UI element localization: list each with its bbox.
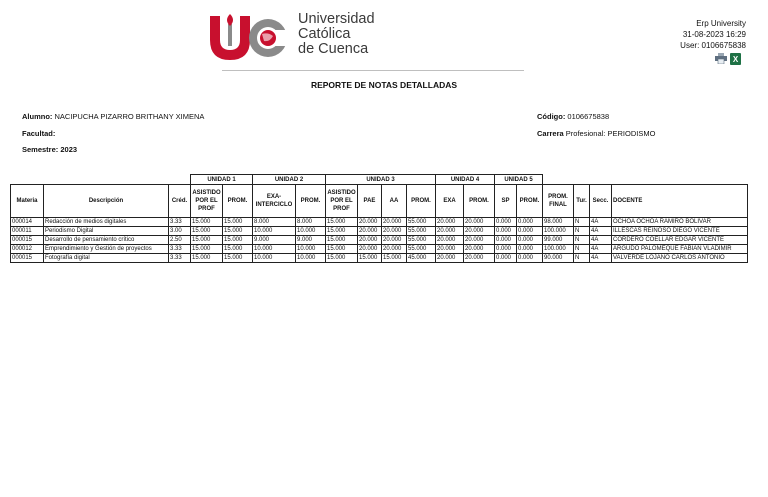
table-cell: 3.33: [169, 254, 191, 263]
col-u1-asistido: ASISTIDO POR EL PROF: [191, 185, 223, 218]
col-u3-prom: PROM.: [407, 185, 436, 218]
table-cell: 10.000: [296, 227, 326, 236]
table-cell: 45.000: [407, 254, 436, 263]
table-row: [11, 218, 748, 227]
table-cell: 15.000: [326, 254, 358, 263]
carrera-value: PERIODISMO: [607, 129, 656, 138]
table-cell: 15.000: [326, 227, 358, 236]
table-cell: 3.33: [169, 245, 191, 254]
table-cell: 0.000: [517, 245, 543, 254]
grades-body: [11, 218, 748, 263]
table-cell: 20.000: [358, 245, 382, 254]
table-cell: N: [574, 218, 590, 227]
table-cell: CORDERO COELLAR EDGAR VICENTE: [612, 236, 748, 245]
table-cell: 20.000: [464, 254, 495, 263]
semestre-value: 2023: [60, 145, 78, 154]
semestre-label: Semestre:: [22, 145, 59, 154]
table-cell: 10.000: [253, 254, 296, 263]
table-cell: 9.000: [296, 236, 326, 245]
table-cell: 55.000: [407, 218, 436, 227]
table-cell: OCHOA OCHOA RAMIRO BOLIVAR: [612, 218, 748, 227]
col-u3-pae: PAE: [358, 185, 382, 218]
unidad-4-header: UNIDAD 4: [436, 175, 495, 185]
col-u3-aa: AA: [382, 185, 407, 218]
table-cell: Redacción de medios digitales: [44, 218, 169, 227]
table-cell: 20.000: [464, 227, 495, 236]
col-u3-asistido: ASISTIDO POR EL PROF: [326, 185, 358, 218]
table-cell: 15.000: [191, 236, 223, 245]
table-cell: 15.000: [191, 245, 223, 254]
table-cell: 000011: [11, 227, 44, 236]
col-u5-sp: SP: [495, 185, 517, 218]
export-actions: [715, 53, 741, 65]
table-cell: 2.50: [169, 236, 191, 245]
table-cell: 20.000: [358, 218, 382, 227]
col-u5-prom: PROM.: [517, 185, 543, 218]
table-row: [11, 254, 748, 263]
table-cell: 4A: [590, 254, 612, 263]
table-cell: 10.000: [296, 254, 326, 263]
table-cell: 3.00: [169, 227, 191, 236]
table-cell: N: [574, 254, 590, 263]
table-cell: 8.000: [296, 218, 326, 227]
printer-icon[interactable]: [715, 53, 727, 64]
codigo-value: 0106675838: [567, 112, 610, 121]
col-u2-exa: EXA- INTERCICLO: [253, 185, 296, 218]
table-cell: 20.000: [382, 218, 407, 227]
table-cell: N: [574, 236, 590, 245]
report-user: User: 0106675838: [680, 41, 746, 50]
table-cell: 10.000: [253, 227, 296, 236]
table-cell: 4A: [590, 236, 612, 245]
col-descripcion: Descripción: [44, 185, 169, 218]
table-row: [11, 236, 748, 245]
table-cell: N: [574, 227, 590, 236]
excel-icon[interactable]: X: [730, 53, 741, 65]
table-cell: 0.000: [517, 236, 543, 245]
table-row: [11, 245, 748, 254]
logo-line-1: Universidad: [298, 11, 375, 27]
carrera-field: [537, 129, 655, 138]
blank-header: [11, 175, 191, 185]
report-meta: [680, 18, 746, 51]
col-u2-prom: PROM.: [296, 185, 326, 218]
table-cell: 20.000: [464, 245, 495, 254]
table-cell: ARGUDO PALOMEQUE FABIAN VLADIMIR: [612, 245, 748, 254]
codigo-field: [537, 112, 609, 121]
col-docente: DOCENTE: [612, 185, 748, 218]
table-cell: 100.000: [543, 245, 574, 254]
table-cell: 20.000: [436, 236, 464, 245]
table-cell: 000012: [11, 245, 44, 254]
table-cell: 98.000: [543, 218, 574, 227]
col-secc: Secc.: [590, 185, 612, 218]
table-cell: 15.000: [358, 254, 382, 263]
alumno-value: NACIPUCHA PIZARRO BRITHANY XIMENA: [54, 112, 205, 121]
system-name: Erp University: [696, 19, 746, 28]
table-cell: 0.000: [495, 236, 517, 245]
table-cell: 20.000: [358, 227, 382, 236]
blank-header-right: [543, 175, 748, 185]
table-cell: 3.33: [169, 218, 191, 227]
table-cell: 0.000: [517, 254, 543, 263]
unidad-1-header: UNIDAD 1: [191, 175, 253, 185]
table-cell: 000015: [11, 254, 44, 263]
unidad-5-header: UNIDAD 5: [495, 175, 543, 185]
table-cell: 15.000: [223, 218, 253, 227]
table-cell: 20.000: [464, 236, 495, 245]
table-cell: Periodismo Digital: [44, 227, 169, 236]
table-cell: 20.000: [382, 227, 407, 236]
table-cell: VALVERDE LOJANO CARLOS ANTONIO: [612, 254, 748, 263]
table-cell: 10.000: [253, 245, 296, 254]
report-datetime: 31-08-2023 16:29: [682, 30, 746, 39]
unidad-3-header: UNIDAD 3: [326, 175, 436, 185]
carrera-label: Carrera: [537, 129, 564, 138]
student-field: [22, 112, 204, 121]
table-cell: 4A: [590, 245, 612, 254]
col-materia: Materia: [11, 185, 44, 218]
table-cell: 20.000: [436, 254, 464, 263]
table-cell: 20.000: [436, 227, 464, 236]
table-cell: 90.000: [543, 254, 574, 263]
table-cell: 15.000: [382, 254, 407, 263]
table-cell: 000015: [11, 236, 44, 245]
table-cell: 15.000: [191, 227, 223, 236]
table-cell: 15.000: [191, 218, 223, 227]
unidad-2-header: UNIDAD 2: [253, 175, 326, 185]
col-u4-prom: PROM.: [464, 185, 495, 218]
table-cell: 15.000: [191, 254, 223, 263]
semestre-field: [22, 145, 77, 154]
table-cell: 15.000: [223, 254, 253, 263]
alumno-label: Alumno:: [22, 112, 53, 121]
table-cell: Fotografía digital: [44, 254, 169, 263]
table-cell: 20.000: [436, 245, 464, 254]
table-cell: N: [574, 245, 590, 254]
table-cell: 55.000: [407, 236, 436, 245]
university-name: [298, 12, 375, 57]
table-cell: 20.000: [436, 218, 464, 227]
table-cell: 15.000: [223, 227, 253, 236]
table-cell: 15.000: [223, 245, 253, 254]
col-tur: Tur.: [574, 185, 590, 218]
table-cell: 0.000: [495, 254, 517, 263]
table-cell: 20.000: [358, 236, 382, 245]
facultad-label: Facultad:: [22, 129, 56, 138]
table-cell: 55.000: [407, 245, 436, 254]
table-cell: 4A: [590, 227, 612, 236]
codigo-label: Código:: [537, 112, 566, 121]
table-row: [11, 227, 748, 236]
table-cell: 0.000: [517, 227, 543, 236]
table-cell: 0.000: [495, 218, 517, 227]
table-cell: 20.000: [382, 236, 407, 245]
table-cell: 0.000: [495, 227, 517, 236]
table-cell: 000014: [11, 218, 44, 227]
col-cred: Créd.: [169, 185, 191, 218]
logo-line-3: de Cuenca: [298, 41, 369, 57]
table-cell: 8.000: [253, 218, 296, 227]
table-cell: 55.000: [407, 227, 436, 236]
col-u4-exa: EXA: [436, 185, 464, 218]
grades-table: [10, 174, 748, 263]
header-divider: [222, 70, 524, 71]
report-title: REPORTE DE NOTAS DETALLADAS: [310, 80, 458, 90]
table-cell: 9.000: [253, 236, 296, 245]
table-cell: 99.000: [543, 236, 574, 245]
table-cell: 15.000: [326, 218, 358, 227]
table-cell: 0.000: [495, 245, 517, 254]
table-cell: 10.000: [296, 245, 326, 254]
table-cell: ILLESCAS REINOSO DIEGO VICENTE: [612, 227, 748, 236]
table-cell: 100.000: [543, 227, 574, 236]
col-prom-final: PROM. FINAL: [543, 185, 574, 218]
table-cell: 15.000: [326, 245, 358, 254]
table-cell: 20.000: [382, 245, 407, 254]
table-cell: 4A: [590, 218, 612, 227]
table-cell: 15.000: [326, 236, 358, 245]
table-cell: 0.000: [517, 218, 543, 227]
logo-line-2: Católica: [298, 26, 351, 42]
table-cell: Desarrollo de pensamiento crítico: [44, 236, 169, 245]
carrera-mid: Profesional:: [565, 129, 606, 138]
table-cell: Emprendimiento y Gestión de proyectos: [44, 245, 169, 254]
table-cell: 20.000: [464, 218, 495, 227]
table-cell: 15.000: [223, 236, 253, 245]
col-u1-prom: PROM.: [223, 185, 253, 218]
facultad-field: [22, 129, 55, 138]
